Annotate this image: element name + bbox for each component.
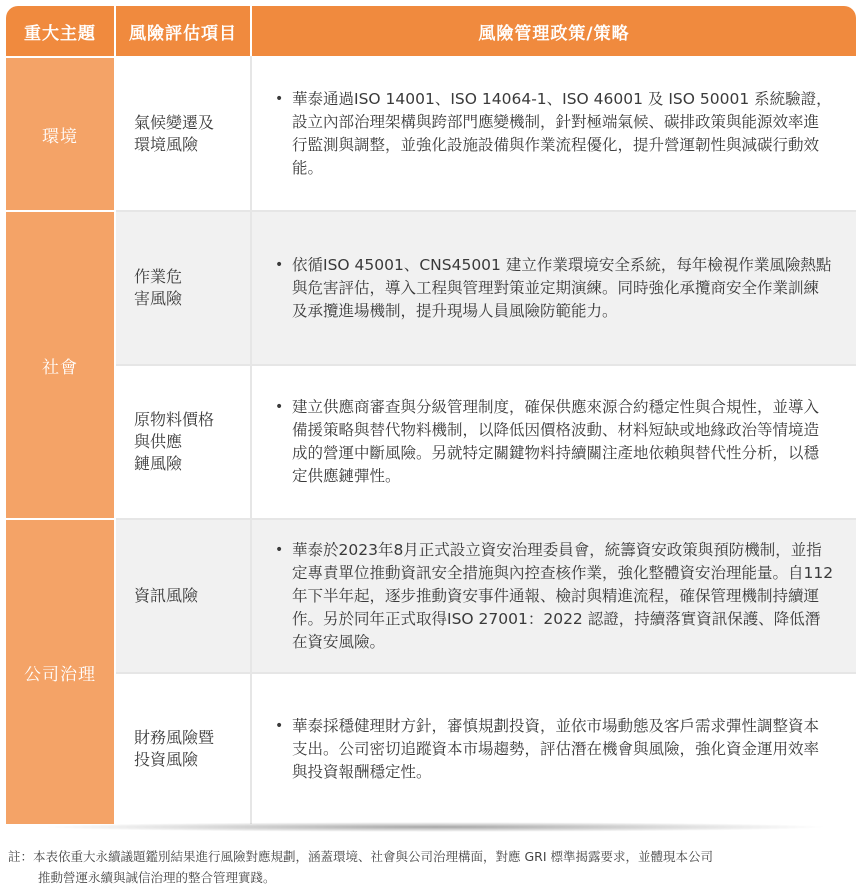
- footnote: 註：本表依重大永續議題鑑別結果進行風險對應規劃，涵蓋環境、社會與公司治理構面，對應 GRI 標準揭露要求，並體現本公司 推動營運永續與誠信治理的整合管理實踐。: [8, 849, 714, 885]
- header-risk-item: 風險評估項目: [116, 6, 250, 56]
- risk-item-information: 資訊風險: [116, 520, 250, 672]
- policy-information: • 華泰於2023年8月正式設立資安治理委員會，統籌資安政策與預防機制，並指定專責單位推動資訊安全措施與內控查核作業，強化整體資安治理能量。自112年下半年起，逐步推動資安事件通報、檢討與精進流程，確保管理機制持續運作。另於同年正式取得ISO 27001：2022 認證，持續落實資訊保護、降低潛在資安風險。: [252, 520, 856, 672]
- policy-financial: • 華泰採穩健理財方針，審慎規劃投資，並依市場動態及客戶需求彈性調整資本支出。公司密切追蹤資本市場趨勢，評估潛在機會與風險，強化資金運用效率與投資報酬穩定性。: [252, 674, 856, 824]
- row-divider: [116, 364, 856, 366]
- row-divider: [116, 518, 856, 520]
- risk-item-climate: 氣候變遷及 環境風險: [116, 58, 250, 210]
- topic-governance: 公司治理: [6, 520, 114, 824]
- table-shadow: [40, 822, 830, 832]
- row-divider: [116, 210, 856, 212]
- policy-climate: • 華泰通過ISO 14001、ISO 14064-1、ISO 46001 及 ISO 50001 系統驗證，設立內部治理架構與跨部門應變機制，針對極端氣候、碳排政策與能源效率進行監測與調整，並強化設施設備與作業流程優化，提升營運韌性與減碳行動效能。: [252, 58, 856, 210]
- topic-society: 社會: [6, 212, 114, 518]
- header-policy: 風險管理政策/策略: [252, 6, 856, 56]
- risk-table: [6, 6, 856, 824]
- policy-occupational: • 依循ISO 45001、CNS45001 建立作業環境安全系統，每年檢視作業風險熱點與危害評估，導入工程與管理對策並定期演練。同時強化承攬商安全作業訓練及承攬進場機制，提升現場人員風險防範能力。: [252, 212, 856, 364]
- header-topic: 重大主題: [6, 6, 114, 56]
- row-divider: [116, 672, 856, 674]
- risk-item-occupational: 作業危 害風險: [116, 212, 250, 364]
- column-divider: [250, 56, 252, 824]
- topic-environment: 環境: [6, 58, 114, 210]
- risk-item-supply-chain: 原物料價格 與供應 鏈風險: [116, 366, 250, 518]
- risk-item-financial: 財務風險暨 投資風險: [116, 674, 250, 824]
- policy-supply-chain: • 建立供應商審查與分級管理制度，確保供應來源合約穩定性與合規性，並導入備援策略與替代物料機制，以降低因價格波動、材料短缺或地緣政治等情境造成的營運中斷風險。另就特定關鍵物料持續關注產地依賴與替代性分析，以穩定供應鏈彈性。: [252, 366, 856, 518]
